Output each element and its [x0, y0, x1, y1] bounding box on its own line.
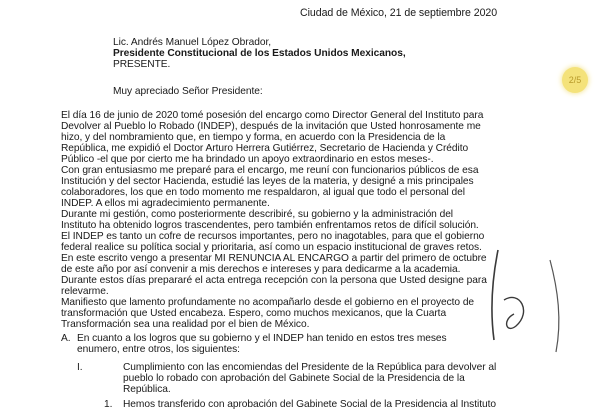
- body-line: El día 16 de junio de 2020 tomé posesión del encargo como Director General del Instituto para: [61, 110, 484, 121]
- item-i-line: pueblo lo robado con aprobación del Gabinete Social de la Presidencia de la: [123, 373, 465, 384]
- body-line: de este año por así convenir a mis derechos e intereses y para dedicarme a la academia.: [61, 264, 461, 275]
- handwritten-initials-icon: [480, 240, 590, 360]
- item-i-marker: I.: [77, 362, 83, 373]
- official-seal: 2/5: [562, 67, 588, 93]
- body-line: Transformación sea una realidad por el bien de México.: [61, 319, 310, 330]
- body-line: Público -el que por cierto me ha brindado un apoyo extraordinario en estos meses-.: [61, 154, 434, 165]
- body-line: Institución y del sector Hacienda, estudié las leyes de la materia, y designé a mis principales: [61, 176, 474, 187]
- salutation: Muy apreciado Señor Presidente:: [113, 86, 263, 97]
- body-line: colaboradores, los que en todo momento me respaldaron, al igual que todo el personal del: [61, 187, 465, 198]
- list-a-marker: A.: [61, 333, 71, 344]
- body-line: Con gran entusiasmo me preparé para el encargo, me reuní con funcionarios públicos de esa: [61, 165, 479, 176]
- body-line: Instituto ha obtenido logros trascendentes, pero también enfrentamos retos de difícil solución.: [61, 220, 479, 231]
- body-line: hizo, y del nombramiento que, en tiempo y forma, en acuerdo con la Presidencia de la: [61, 132, 446, 143]
- list-a-line: enumero, entre otros, los siguientes:: [77, 344, 240, 355]
- item-i-line: República.: [123, 384, 171, 395]
- body-line: Durante mi gestión, como posteriormente describiré, su gobierno y la administración del: [61, 209, 454, 220]
- item-i-line: Cumplimiento con las encomiendas del Presidente de la República para devolver al: [123, 362, 497, 373]
- addressee-title: Presidente Constitucional de los Estados Unidos Mexicanos,: [113, 48, 406, 59]
- item-1-line: Hemos transferido con aprobación del Gabinete Social de la Presidencia al Instituto: [123, 399, 497, 410]
- body-line: En este escrito vengo a presentar MI RENUNCIA AL ENCARGO a partir del primero de octubre: [61, 253, 487, 264]
- body-line: El INDEP es tanto un cofre de recursos importantes, pero no inagotables, para que el gobierno: [61, 231, 485, 242]
- body-line: Durante estos días prepararé el acta entrega recepción con la persona que Usted designe para: [61, 275, 487, 286]
- body-line: INDEP. A ellos mi agradecimiento permanente.: [61, 198, 270, 209]
- item-1-marker: 1.: [104, 399, 113, 410]
- addressee-name: Lic. Andrés Manuel López Obrador,: [113, 37, 272, 48]
- list-a-line: En cuanto a los logros que su gobierno y el INDEP han tenido en estos tres meses: [77, 333, 447, 344]
- body-line: federal realice su política social y prioritaria, así como un espacio institucional de graves retos.: [61, 242, 482, 253]
- letter-date: Ciudad de México, 21 de septiembre 2020: [300, 7, 498, 19]
- body-line: relevarme.: [61, 286, 109, 297]
- addressee-present: PRESENTE.: [113, 59, 171, 70]
- body-line: Manifiesto que lamento profundamente no acompañarlo desde el gobierno en el proyecto de: [61, 297, 475, 308]
- body-line: transformación que Usted encabeza. Espero, como muchos mexicanos, que la Cuarta: [61, 308, 447, 319]
- body-line: República, me expidió el Doctor Arturo Herrera Gutiérrez, Secretario de Hacienda y Crédito: [61, 143, 469, 154]
- body-line: Devolver al Pueblo lo Robado (INDEP), después de la invitación que Usted honrosamente me: [61, 121, 481, 132]
